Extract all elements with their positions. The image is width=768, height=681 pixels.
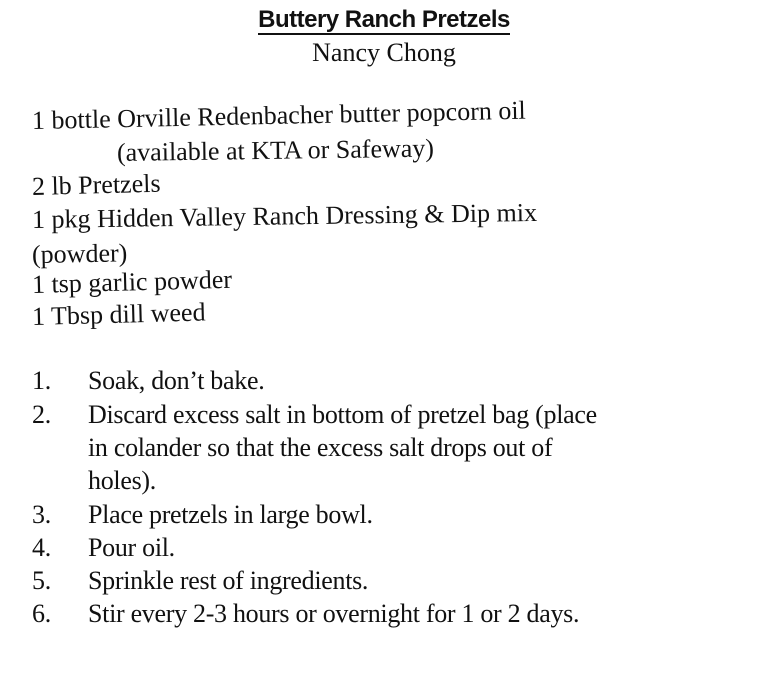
step-number: 2. [32,400,51,429]
step-number: 3. [32,500,51,529]
step-number: 4. [32,533,51,562]
step-item [32,599,579,629]
ingredient-item: 1 tsp garlic powder [31,264,233,299]
step-text: Pour oil. [88,533,175,562]
step-item [32,566,368,596]
ingredient-note: (available at KTA or Safeway) [116,133,435,167]
step-item [32,500,373,530]
step-text-continued: holes). [88,466,156,495]
step-item [32,400,597,430]
ingredient-item: 1 pkg Hidden Valley Ranch Dressing & Dip mix [31,197,538,234]
ingredient-note: (powder) [31,238,128,269]
step-text: Discard excess salt in bottom of pretzel bag (place [88,400,597,429]
recipe-title-text: Buttery Ranch Pretzels [258,6,510,33]
ingredient-item: 2 lb Pretzels [31,168,161,201]
step-text: Sprinkle rest of ingredients. [88,566,369,595]
step-number: 6. [32,599,51,628]
step-item [32,533,175,563]
recipe-author: Nancy Chong [312,38,456,67]
step-text-continued: in colander so that the excess salt drops out of [88,433,553,462]
step-number: 5. [32,566,51,595]
step-text: Soak, don’t bake. [88,366,265,395]
ingredient-item: 1 bottle Orville Redenbacher butter popcorn oil [31,95,527,135]
recipe-title [0,6,768,34]
step-text: Stir every 2-3 hours or overnight for 1 or 2 days. [88,599,580,628]
step-number: 1. [32,366,51,395]
ingredient-item: 1 Tbsp dill weed [31,297,206,331]
step-text: Place pretzels in large bowl. [88,500,373,529]
step-item [32,366,264,396]
